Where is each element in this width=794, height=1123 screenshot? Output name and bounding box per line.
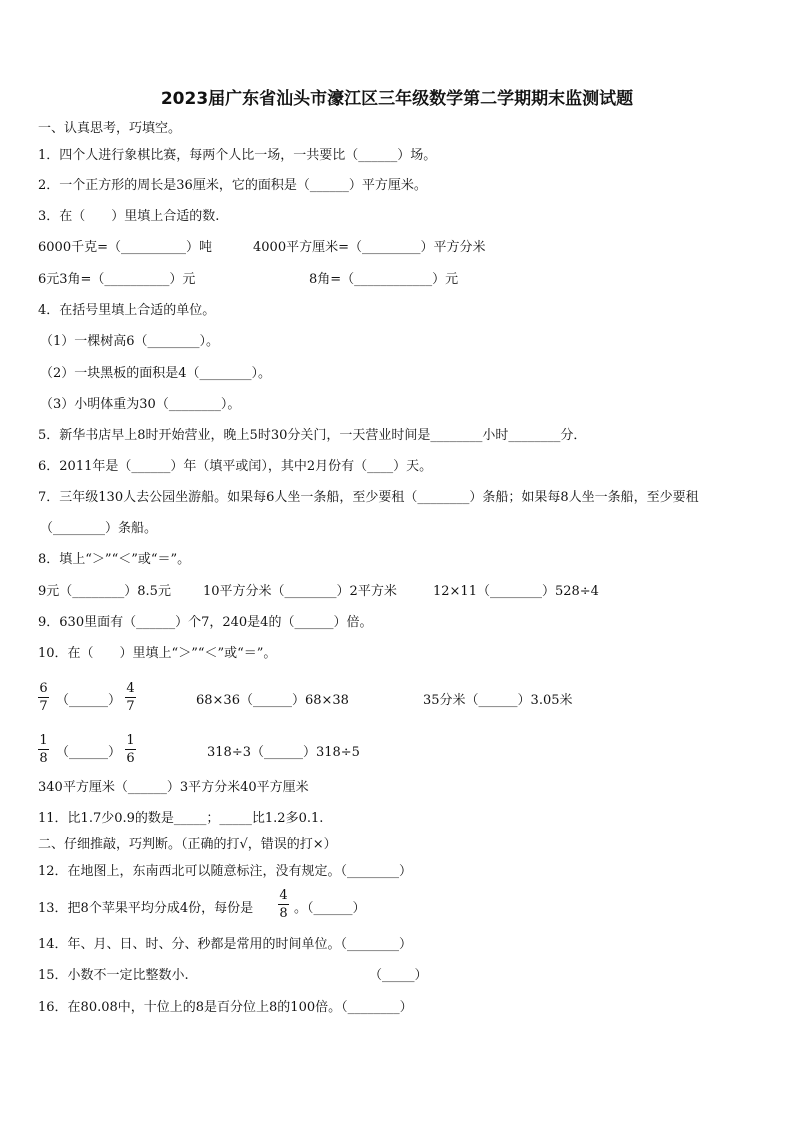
- question-7-line-2: （________）条船。: [40, 521, 158, 536]
- fraction-bar: [38, 749, 49, 750]
- fraction-6-7: [38, 681, 49, 714]
- question-3: 3．在（ ）里填上合适的数.: [38, 209, 220, 224]
- question-12: 12．在地图上，东南西北可以随意标注，没有规定。（________）: [38, 864, 413, 879]
- question-4-item-2: （2）一块黑板的面积是4（________）。: [40, 366, 272, 381]
- page-title: 2023届广东省汕头市濠江区三年级数学第二学期期末监测试题: [160, 89, 634, 109]
- question-3-item-b: 4000平方厘米=（_________）平方分米: [253, 240, 486, 255]
- question-7-line-1: 7．三年级130人去公园坐游船。如果每6人坐一条船，至少要租（________）条船；如果每8人坐一条船，至少要租: [38, 490, 699, 505]
- fraction-bar: [38, 697, 49, 698]
- question-10-item-c: 35分米（______）3.05米: [423, 693, 573, 708]
- question-8-item-b: 10平方分米（________）2平方米: [203, 584, 397, 599]
- question-4-item-3: （3）小明体重为30（________）。: [40, 397, 241, 412]
- fraction-denominator: 7: [39, 699, 48, 714]
- question-8: 8．填上“＞”“＜”或“＝”。: [38, 552, 191, 567]
- question-3-item-a: 6000千克=（__________）吨: [38, 240, 212, 255]
- fraction-numerator: 1: [39, 733, 48, 748]
- question-2: 2．一个正方形的周长是36厘米，它的面积是（______）平方厘米。: [38, 178, 427, 193]
- section-heading-2: 二、仔细推敲，巧判断。（正确的打√，错误的打×）: [38, 837, 337, 852]
- question-10-item-f: 340平方厘米（______）3平方分米40平方厘米: [38, 780, 309, 795]
- question-15: 15．小数不一定比整数小.: [38, 968, 189, 983]
- blank-10a: （______）: [56, 693, 122, 708]
- question-3-item-c: 6元3角=（__________）元: [38, 272, 196, 287]
- question-10: 10．在（ ）里填上“＞”“＜”或“＝”。: [38, 646, 277, 661]
- fraction-numerator: 6: [39, 681, 48, 696]
- fraction-bar: [125, 697, 136, 698]
- question-4: 4．在括号里填上合适的单位。: [38, 303, 216, 318]
- question-8-item-c: 12×11（________）528÷4: [433, 584, 599, 599]
- question-10-item-b: 68×36（______）68×38: [196, 693, 349, 708]
- question-4-item-1: （1）一棵树高6（________）。: [40, 334, 220, 349]
- fraction-4-7: [125, 681, 136, 714]
- fraction-4-8: [278, 888, 289, 921]
- question-10-item-e: 318÷3（______）318÷5: [207, 745, 360, 760]
- fraction-bar: [278, 904, 289, 905]
- fraction-numerator: 4: [279, 888, 288, 903]
- question-16: 16．在80.08中，十位上的8是百分位上8的100倍。（________）: [38, 1000, 413, 1015]
- fraction-numerator: 4: [126, 681, 135, 696]
- question-13-text: 13．把8个苹果平均分成4份，每份是: [38, 901, 254, 916]
- question-11: 11．比1.7少0.9的数是_____；_____比1.2多0.1.: [38, 811, 324, 826]
- question-1: 1．四个人进行象棋比赛，每两个人比一场，一共要比（______）场。: [38, 148, 437, 163]
- question-9: 9．630里面有（______）个7，240是4的（______）倍。: [38, 615, 373, 630]
- question-13-blank: 。（______）: [294, 901, 366, 916]
- fraction-denominator: 6: [126, 751, 135, 766]
- question-3-item-d: 8角=（____________）元: [309, 272, 459, 287]
- fraction-1-8: [38, 733, 49, 766]
- section-heading-1: 一、认真思考，巧填空。: [38, 121, 182, 136]
- question-14: 14．年、月、日、时、分、秒都是常用的时间单位。（________）: [38, 937, 413, 952]
- fraction-denominator: 8: [279, 906, 288, 921]
- question-5: 5．新华书店早上8时开始营业，晚上5时30分关门，一天营业时间是________小时________分．: [38, 428, 587, 443]
- question-15-blank: （_____）: [369, 968, 428, 983]
- question-6: 6．2011年是（______）年（填平或闰），其中2月份有（____）天。: [38, 459, 433, 474]
- fraction-denominator: 8: [39, 751, 48, 766]
- blank-10d: （______）: [56, 745, 122, 760]
- fraction-denominator: 7: [126, 699, 135, 714]
- question-8-item-a: 9元（________）8.5元: [38, 584, 171, 599]
- fraction-1-6: [125, 733, 136, 766]
- fraction-numerator: 1: [126, 733, 135, 748]
- fraction-bar: [125, 749, 136, 750]
